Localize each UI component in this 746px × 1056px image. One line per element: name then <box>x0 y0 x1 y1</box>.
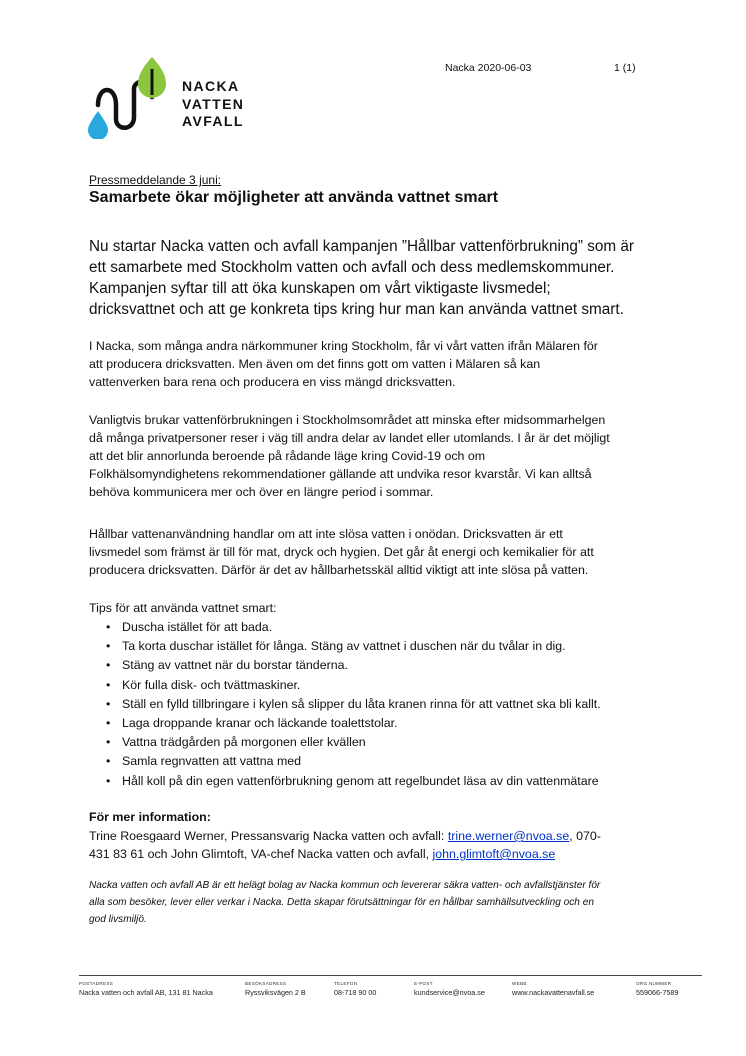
footer-value: Nacka vatten och avfall AB, 131 81 Nacka <box>79 988 213 997</box>
logo-line-1: NACKA <box>182 78 240 94</box>
footer-besoksadress <box>245 980 306 998</box>
paragraph-line: livsmedel som främst är till för mat, dryck och hygien. Det går åt energi och kemikalier för att <box>89 545 594 559</box>
disclaimer-line: Nacka vatten och avfall AB är ett helägt bolag av Nacka kommun och levererar säkra vatten- och avfallstjänster för <box>89 880 601 891</box>
company-disclaimer <box>89 877 709 928</box>
footer-orgnummer <box>636 980 678 998</box>
list-item: • Ta korta duschar istället för långa. Stäng av vattnet i duschen när du tvålar in dig. <box>89 637 709 656</box>
footer-label: BESÖKSADRESS <box>245 981 287 986</box>
paragraph-line: då många privatpersoner reser i väg till andra delar av landet eller utomlands. I år är det möjligt <box>89 431 610 445</box>
footer-value: Ryssviksvägen 2 B <box>245 988 306 997</box>
contact-text: , 070- <box>569 829 601 843</box>
list-item: • Kör fulla disk- och tvättmaskiner. <box>89 676 709 695</box>
footer-label: POSTADRESS <box>79 981 114 986</box>
list-item: • Håll koll på din egen vattenförbrukning genom att regelbundet läsa av din vattenmätare <box>89 772 709 791</box>
footer-label: E-POST <box>414 981 433 986</box>
footer-epost <box>414 980 485 998</box>
contact-text: 431 83 61 och John Glimtoft, VA-chef Nacka vatten och avfall, <box>89 847 433 861</box>
paragraph-line: Folkhälsomyndighetens rekommendationer gällande att undvika resor kvarstår. Vi kan alltså <box>89 467 592 481</box>
list-item: • Stäng av vattnet när du borstar tänderna. <box>89 656 709 675</box>
footer-divider <box>79 975 702 976</box>
list-item: • Duscha istället för att bada. <box>89 618 709 637</box>
contact-line-2 <box>89 845 709 863</box>
footer-value: www.nackavattenavfall.se <box>512 988 595 997</box>
footer-value: 08-718 90 00 <box>334 988 377 997</box>
lead-line: ett samarbete med Stockholm vatten och avfall och dess medlemskommuner. <box>89 259 615 276</box>
press-release-label: Pressmeddelande 3 juni: <box>89 173 222 187</box>
body-paragraph-3 <box>89 525 709 579</box>
tips-heading: Tips för att använda vattnet smart: <box>89 601 277 615</box>
logo-mark-icon <box>86 55 176 139</box>
list-item: • Laga droppande kranar och läckande toalettstolar. <box>89 714 709 733</box>
paragraph-line: Hållbar vattenanvändning handlar om att inte slösa vatten i onödan. Dricksvatten är ett <box>89 527 563 541</box>
list-item: • Ställ en fylld tillbringare i kylen så slipper du låta kranen rinna för att vattnet ska bli kallt. <box>89 695 709 714</box>
body-paragraph-2 <box>89 411 709 501</box>
logo-wordmark <box>182 78 244 131</box>
paragraph-line: behöva kommunicera mer och över en längre period i sommar. <box>89 485 434 499</box>
logo-line-2: VATTEN <box>182 95 245 112</box>
footer-value: kundservice@nvoa.se <box>414 988 485 997</box>
paragraph-line: I Nacka, som många andra närkommuner kring Stockholm, får vi vårt vatten ifrån Mälaren för <box>89 339 598 353</box>
contact-info <box>89 827 709 863</box>
page-number: 1 (1) <box>614 62 636 74</box>
footer-label: WEBB <box>512 981 527 986</box>
paragraph-line: Vanligtvis brukar vattenförbrukningen i Stockholmsområdet att minska efter midsommarhelgen <box>89 413 606 427</box>
email-link-trine[interactable]: trine.werner@nvoa.se <box>447 829 570 843</box>
lead-line: Kampanjen syftar till att öka kunskapen om vårt viktigaste livsmedel; <box>89 280 551 297</box>
disclaimer-line: alla som besöker, lever eller verkar i Nacka. Detta skapar förutsättningar för en hållbar samhällsutveckling och en <box>89 897 594 908</box>
logo-line-3: AVFALL <box>182 113 244 129</box>
footer-label: TELEFON <box>334 981 358 986</box>
footer-label: ORG.NUMMER <box>636 981 672 986</box>
footer-value: 559066-7589 <box>636 988 679 997</box>
tips-list <box>89 618 709 791</box>
email-link-john[interactable]: john.glimtoft@nvoa.se <box>432 847 556 861</box>
paragraph-line: producera dricksvatten. Därför är det av hållbarhetsskäl alltid viktigt att inte slösa på vatten. <box>89 563 589 577</box>
lead-line: Nu startar Nacka vatten och avfall kampanjen ”Hållbar vattenförbrukning” som är <box>89 238 634 255</box>
lead-line: dricksvattnet och att ge konkreta tips kring hur man kan använda vattnet smart. <box>89 301 624 318</box>
headline: Samarbete ökar möjligheter att använda vattnet smart <box>89 189 499 206</box>
paragraph-line: vattenverken bara rena och producera en viss mängd dricksvatten. <box>89 375 456 389</box>
footer-telefon <box>334 980 376 998</box>
lead-paragraph <box>89 236 709 320</box>
footer-postadress <box>79 980 213 998</box>
nacka-vatten-avfall-logo <box>86 55 256 139</box>
paragraph-line: att producera dricksvatten. Men även om det finns gott om vatten i Mälaren så kan <box>89 357 541 371</box>
disclaimer-line: god livsmiljö. <box>89 914 147 925</box>
list-item: • Samla regnvatten att vattna med <box>89 752 709 771</box>
contact-line-1 <box>89 827 709 845</box>
body-paragraph-1 <box>89 337 709 391</box>
list-item: • Vattna trädgården på morgonen eller kvällen <box>89 733 709 752</box>
contact-text: Trine Roesgaard Werner, Pressansvarig Nacka vatten och avfall: <box>89 829 448 843</box>
place-date: Nacka 2020-06-03 <box>445 62 532 74</box>
footer-webb <box>512 980 594 998</box>
more-info-heading: För mer information: <box>89 810 211 824</box>
paragraph-line: att det blir annorlunda beroende på rådande läge kring Covid-19 och om <box>89 449 486 463</box>
